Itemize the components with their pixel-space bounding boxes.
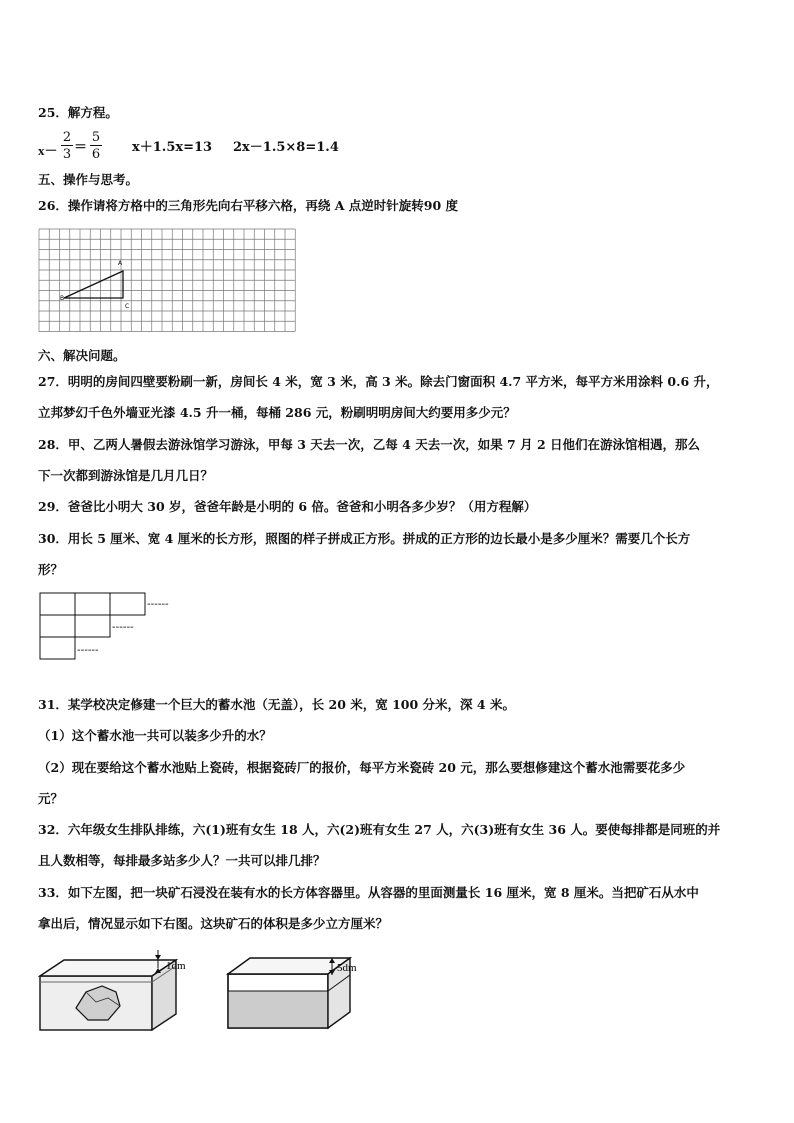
fraction-numerator: 2 [62, 130, 72, 145]
label-a: A [118, 260, 123, 267]
rect-unit [40, 637, 75, 659]
container-figures [38, 948, 378, 1038]
q31-sub2-line1: （2）现在要给这个蓄水池贴上瓷砖，根据瓷砖厂的报价，每平方米瓷砖 20 元，那么要想修建这个蓄水池需要花多少 [38, 760, 686, 775]
rectangle-staircase-figure [38, 590, 188, 665]
q25-title: 25．解方程。 [38, 105, 118, 120]
continuation-dots: ------ [147, 599, 169, 610]
right-container [228, 958, 357, 1028]
q31-sub2-line2: 元？ [38, 791, 64, 806]
left-container [40, 950, 186, 1030]
grid-figure [38, 228, 300, 340]
q33-line2: 拿出后，情况显示如下右图。这块矿石的体积是多少立方厘米？ [38, 916, 389, 931]
continuation-dots: ------ [112, 622, 134, 633]
q27-line1: 27．明明的房间四壁要粉刷一新，房间长 4 米，宽 3 米，高 3 米。除去门窗面积 4.7 平方米，每平方米用涂料 0.6 升， [38, 374, 719, 389]
triangle-abc [64, 271, 123, 298]
q28-line1: 28．甲、乙两人暑假去游泳馆学习游泳，甲每 3 天去一次，乙每 4 天去一次，如果 7 月 2 日他们在游泳馆相遇，那么 [38, 437, 701, 452]
dimension-label-right: 5dm [337, 962, 357, 974]
q33-line1: 33．如下左图，把一块矿石浸没在装有水的长方体容器里。从容器的里面测量长 16 厘米，宽 8 厘米。当把矿石从水中 [38, 885, 699, 900]
fraction-5-6 [90, 130, 102, 162]
dimension-label-left: 1dm [166, 960, 186, 972]
continuation-dots: ------ [77, 645, 99, 656]
fraction-denominator: 6 [91, 147, 101, 162]
fraction-denominator: 3 [62, 147, 72, 162]
rect-unit [40, 593, 75, 615]
equation-1 [38, 140, 58, 159]
q26-text: 26．操作请将方格中的三角形先向右平移六格，再绕 A 点逆时针旋转90 度 [38, 198, 459, 213]
equation-2: x＋1.5x=13 [132, 140, 213, 155]
q27-line2: 立邦梦幻千色外墙亚光漆 4.5 升一桶，每桶 286 元，粉刷明明房间大约要用多少元？ [38, 405, 516, 420]
fraction-numerator: 5 [91, 130, 101, 145]
section-five-heading: 五、操作与思考。 [38, 172, 139, 187]
eq1-equals: ＝ [74, 140, 88, 155]
q28-line2: 下一次都到游泳馆是几月几日？ [38, 468, 214, 483]
label-c: C [125, 303, 130, 310]
rect-unit [75, 615, 110, 637]
rect-unit [110, 593, 145, 615]
q31-line1: 31．某学校决定修建一个巨大的蓄水池（无盖），长 20 米，宽 100 分米，深 4 米。 [38, 697, 515, 712]
equation-3: 2x－1.5×8=1.4 [233, 140, 339, 155]
eq1-prefix: x－ [38, 143, 58, 158]
q31-sub1: （1）这个蓄水池一共可以装多少升的水？ [38, 728, 272, 743]
label-b: B [60, 295, 65, 302]
q30-line2: 形？ [38, 562, 64, 577]
q32-line1: 32．六年级女生排队排练，六(1)班有女生 18 人，六(2)班有女生 27 人，六(3)班有女生 36 人。要使每排都是同班的并 [38, 822, 721, 837]
q32-line2: 且人数相等，每排最多站多少人？一共可以排几排？ [38, 853, 326, 868]
section-six-heading: 六、解决问题。 [38, 348, 126, 363]
fraction-2-3 [61, 130, 73, 162]
rect-unit [40, 615, 75, 637]
rect-unit [75, 593, 110, 615]
q30-line1: 30．用长 5 厘米、宽 4 厘米的长方形，照图的样子拼成正方形。拼成的正方形的边长最小是多少厘米？需要几个长方 [38, 531, 691, 546]
q29-text: 29．爸爸比小明大 30 岁，爸爸年龄是小明的 6 倍。爸爸和小明各多少岁？（用方程解） [38, 499, 537, 514]
